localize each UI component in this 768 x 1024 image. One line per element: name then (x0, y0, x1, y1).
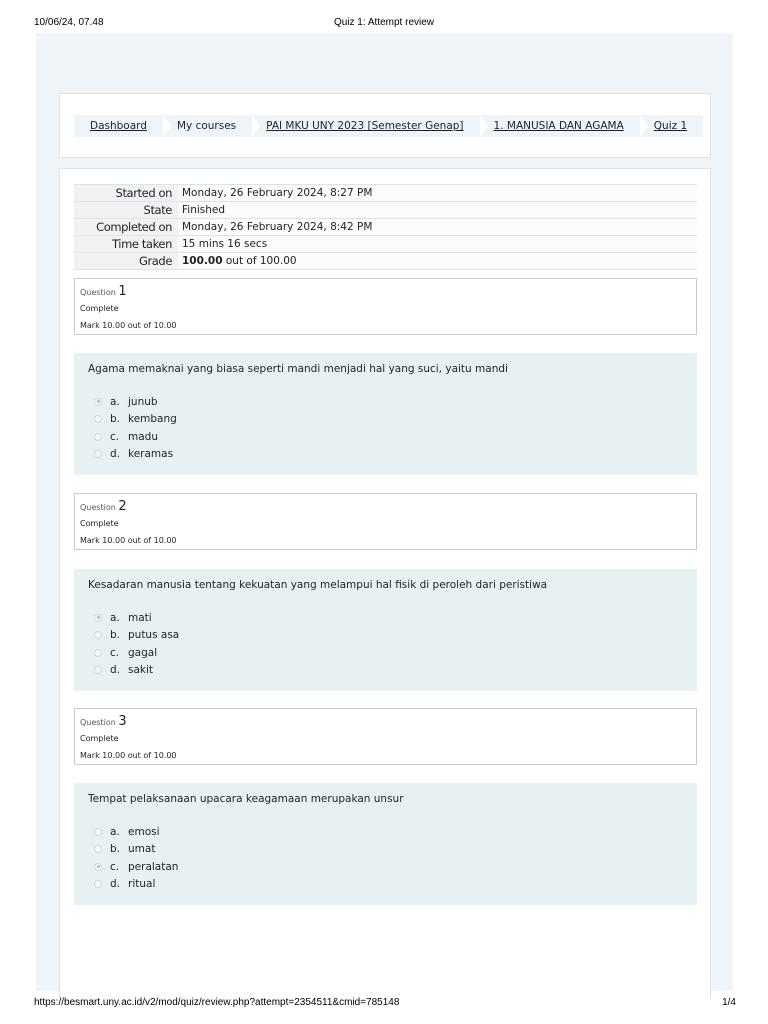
question-number-value: 1 (118, 284, 127, 299)
radio-button[interactable] (94, 415, 102, 423)
radio-button[interactable] (94, 398, 102, 406)
radio-button[interactable] (94, 828, 102, 836)
radio-button[interactable] (94, 880, 102, 888)
answer-option (94, 644, 179, 662)
option-text: sakit (128, 664, 154, 677)
grade-value (178, 253, 697, 270)
answer-option (94, 446, 177, 464)
grade-rest: out of 100.00 (225, 255, 297, 267)
option-letter: a. (110, 395, 120, 408)
answer-options (94, 609, 179, 679)
breadcrumb (74, 115, 703, 137)
question-content (74, 783, 697, 905)
question-text: Agama memaknai yang biasa seperti mandi menjadi hal yang suci, yaitu mandi (88, 363, 508, 375)
answer-option (94, 876, 178, 894)
option-letter: a. (110, 611, 120, 624)
radio-button[interactable] (94, 614, 102, 622)
option-text: mati (128, 611, 152, 624)
question-prefix: Question (80, 288, 116, 297)
answer-options (94, 393, 177, 463)
option-text: emosi (128, 825, 160, 838)
answer-option (94, 393, 177, 411)
option-text: ritual (128, 878, 156, 891)
grade-score: 100.00 (182, 255, 223, 267)
option-letter: b. (110, 843, 121, 856)
breadcrumb-section[interactable]: 1. MANUSIA DAN AGAMA (480, 115, 640, 137)
radio-button[interactable] (94, 666, 102, 674)
breadcrumb-dashboard[interactable]: Dashboard (74, 115, 163, 137)
option-letter: c. (110, 430, 120, 443)
time-value: 15 mins 16 secs (178, 236, 697, 253)
answer-option (94, 609, 179, 627)
radio-button[interactable] (94, 863, 102, 871)
print-footer (0, 997, 768, 1011)
question-number (80, 714, 127, 729)
question-grade: Mark 10.00 out of 10.00 (80, 751, 177, 760)
answer-option (94, 411, 177, 429)
quiz-review-card (59, 168, 711, 998)
summary-row-state (74, 202, 697, 219)
option-letter: b. (110, 629, 121, 642)
print-url: https://besmart.uny.ac.id/v2/mod/quiz/review.php?attempt=2354511&cmid=785148 (34, 997, 400, 1008)
option-text: kembang (128, 413, 177, 426)
question-number (80, 499, 127, 514)
question-info (74, 493, 697, 550)
breadcrumb-my-courses: My courses (163, 115, 252, 137)
completed-value: Monday, 26 February 2024, 8:42 PM (178, 219, 697, 236)
answer-option (94, 662, 179, 680)
question-state: Complete (80, 519, 119, 528)
breadcrumb-quiz[interactable]: Quiz 1 (653, 120, 688, 132)
summary-row-time (74, 236, 697, 253)
question-text: Tempat pelaksanaan upacara keagamaan merupakan unsur (88, 793, 404, 805)
question-content (74, 569, 697, 691)
attempt-summary-table (74, 184, 697, 270)
question-state: Complete (80, 734, 119, 743)
option-text: peralatan (128, 860, 179, 873)
state-value: Finished (178, 202, 697, 219)
question-prefix: Question (80, 503, 116, 512)
option-letter: d. (110, 878, 121, 891)
question-state: Complete (80, 304, 119, 313)
time-label: Time taken (74, 236, 178, 253)
print-header (0, 17, 768, 31)
radio-button[interactable] (94, 845, 102, 853)
print-page-number: 1/4 (722, 997, 736, 1008)
option-letter: a. (110, 825, 120, 838)
option-text: keramas (128, 448, 174, 461)
option-text: gagal (128, 646, 158, 659)
question-text: Kesadaran manusia tentang kekuatan yang melampui hal fisik di peroleh dari peristiwa (88, 579, 548, 591)
option-letter: c. (110, 860, 120, 873)
radio-button[interactable] (94, 450, 102, 458)
question-number-value: 2 (118, 499, 127, 514)
state-label: State (74, 202, 178, 219)
breadcrumb-course[interactable]: PAI MKU UNY 2023 [Semester Genap] (252, 115, 479, 137)
summary-row-started (74, 185, 697, 202)
question-info (74, 278, 697, 335)
navigation-card (59, 93, 711, 158)
summary-row-completed (74, 219, 697, 236)
answer-option (94, 858, 178, 876)
started-label: Started on (74, 185, 178, 202)
completed-label: Completed on (74, 219, 178, 236)
question-grade: Mark 10.00 out of 10.00 (80, 321, 177, 330)
option-text: junub (128, 395, 158, 408)
option-letter: d. (110, 448, 121, 461)
option-letter: d. (110, 664, 121, 677)
option-text: umat (128, 843, 156, 856)
answer-option (94, 841, 178, 859)
question-prefix: Question (80, 718, 116, 727)
question-grade: Mark 10.00 out of 10.00 (80, 536, 177, 545)
option-text: putus asa (128, 629, 180, 642)
option-letter: b. (110, 413, 121, 426)
question-content (74, 353, 697, 475)
answer-option (94, 823, 178, 841)
option-letter: c. (110, 646, 120, 659)
grade-label: Grade (74, 253, 178, 270)
summary-row-grade (74, 253, 697, 270)
question-number-value: 3 (118, 714, 127, 729)
print-title: Quiz 1: Attempt review (333, 17, 435, 28)
radio-button[interactable] (94, 433, 102, 441)
question-info (74, 708, 697, 765)
option-text: madu (128, 430, 158, 443)
answer-option (94, 627, 179, 645)
answer-options (94, 823, 178, 893)
answer-option (94, 428, 177, 446)
started-value: Monday, 26 February 2024, 8:27 PM (178, 185, 697, 202)
radio-button[interactable] (94, 631, 102, 639)
radio-button[interactable] (94, 649, 102, 657)
question-number (80, 284, 127, 299)
print-date: 10/06/24, 07.48 (34, 17, 104, 28)
